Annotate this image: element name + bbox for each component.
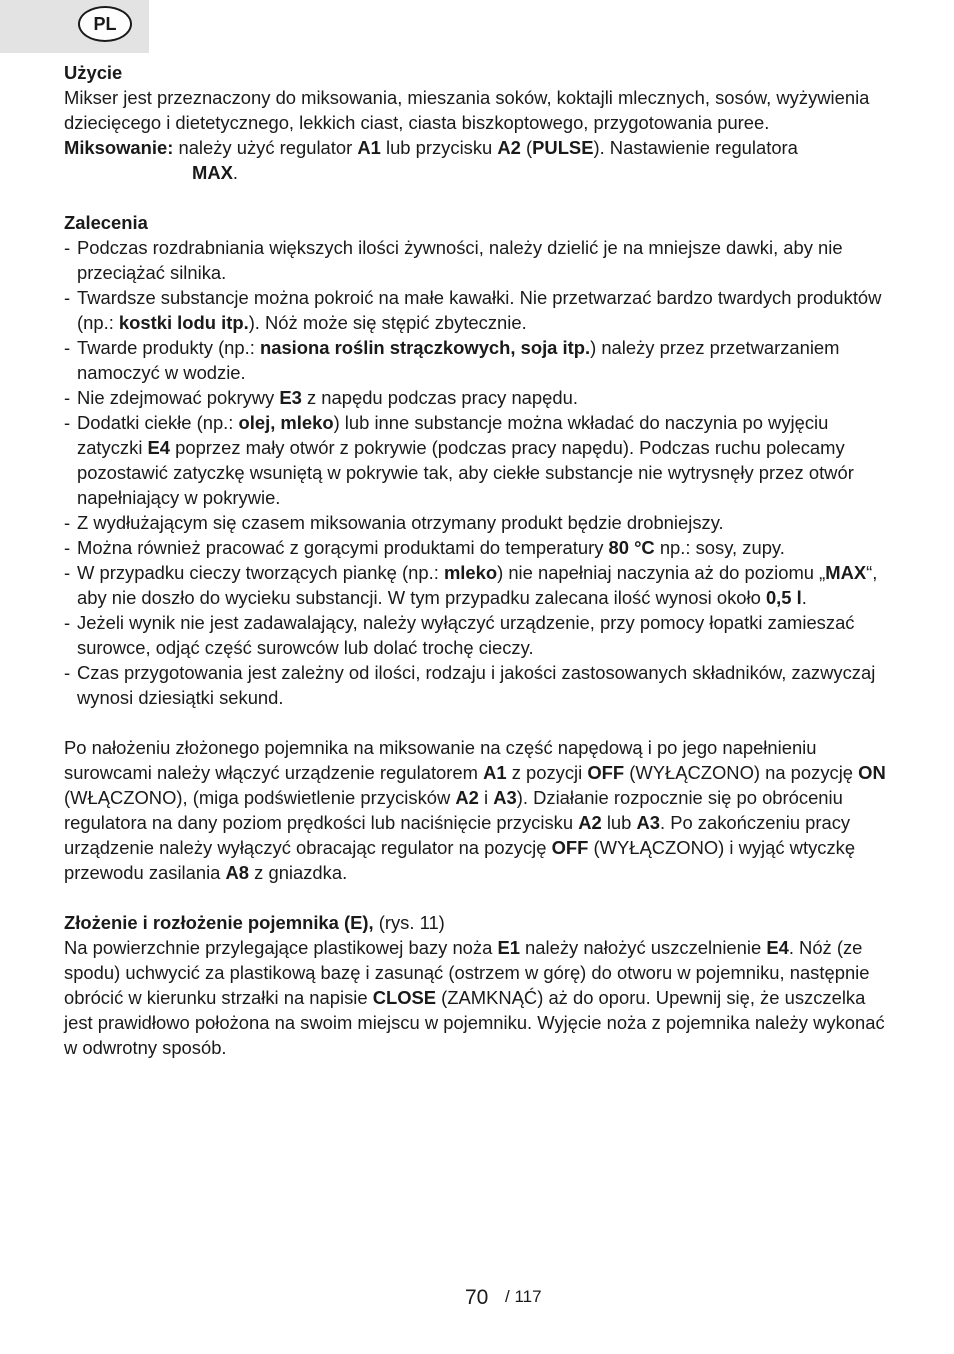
- page-total: / 117: [505, 1287, 542, 1306]
- document-body: [64, 60, 894, 1060]
- list-item: - Twardsze substancje można pokroić na małe kawałki. Nie przetwarzać bardzo twardych produktów (np.: kostki lodu itp.). Nóż może się stępić zbytecznie.: [64, 287, 882, 333]
- language-badge: PL: [78, 6, 132, 42]
- recommendations-list: [64, 235, 894, 710]
- list-item: - Podczas rozdrabniania większych ilości żywności, należy dzielić je na mniejsze dawki, aby nie przeciążać silnika.: [64, 237, 843, 283]
- operation-paragraph: Po nałożeniu złożonego pojemnika na miksowanie na część napędową i po jego napełnieniu surowcami należy włączyć urządzenie regulatorem A1 z pozycji OFF (WYŁĄCZONO) na pozycję ON (WŁĄCZONO), (miga podświetlenie przycisków A2 i A3). Działanie rozpocznie się po obróceniu regulatora na dany poziom prędkości lub naciśnięcie przycisku A2 lub A3. Po zakończeniu pracy urządzenie należy wyłączyć obracając regulator na pozycję OFF (WYŁĄCZONO) i wyjąć wtyczkę przewodu zasilania A8 z gniazdka.: [64, 737, 886, 883]
- usage-mixing: Miksowanie: należy użyć regulator A1 lub przycisku A2 (PULSE). Nastawienie regulatora: [64, 137, 798, 158]
- usage-intro: Mikser jest przeznaczony do miksowania, mieszania soków, koktajli mlecznych, sosów, wyżywienia dziecięcego i dietetycznego, lekkich ciast, ciasta biszkoptowego, przygotowania puree.: [64, 87, 870, 133]
- list-item: - Nie zdejmować pokrywy E3 z napędu podczas pracy napędu.: [64, 387, 578, 408]
- list-item: - Dodatki ciekłe (np.: olej, mleko) lub inne substancje można wkładać do naczynia po wyjęciu zatyczki E4 poprzez mały otwór z pokrywie (podczas pracy napędu). Podczas ruchu polecamy pozostawić zatyczkę wsuniętą w pokrywie tak, aby ciekłe substancje nie wytrysnęły przez otwór napełniający w pokrywie.: [64, 412, 854, 508]
- page-footer: [0, 1284, 954, 1314]
- recommendations-heading: Zalecenia: [64, 212, 148, 233]
- usage-mixing-max: MAX.: [192, 162, 238, 183]
- list-item: - Twarde produkty (np.: nasiona roślin strączkowych, soja itp.) należy przez przetwarzaniem namoczyć w wodzie.: [64, 337, 840, 383]
- list-item: - Jeżeli wynik nie jest zadawalający, należy wyłączyć urządzenie, przy pomocy łopatki zamieszać surowce, odjąć część surowców lub dolać trochę cieczy.: [64, 612, 855, 658]
- list-item: - Z wydłużającym się czasem miksowania otrzymany produkt będzie drobniejszy.: [64, 512, 724, 533]
- assembly-paragraph: Na powierzchnie przylegające plastikowej bazy noża E1 należy nałożyć uszczelnienie E4. Nóż (ze spodu) uchwycić za plastikową bazę i zasunąć (ostrzem w górę) do otworu w pojemniku, następnie obrócić w kierunku strzałki na napisie CLOSE (ZAMKNĄĆ) aż do oporu. Upewnij się, że uszczelka jest prawidłowo położona na swoim miejscu w pojemniku. Wyjęcie noża z pojemnika należy wykonać w odwrotny sposób.: [64, 937, 885, 1058]
- list-item: - Można również pracować z gorącymi produktami do temperatury 80 °C np.: sosy, zupy.: [64, 537, 785, 558]
- list-item: - Czas przygotowania jest zależny od ilości, rodzaju i jakości zastosowanych składników, zazwyczaj wynosi dziesiątki sekund.: [64, 662, 876, 708]
- language-tab: [0, 0, 149, 53]
- usage-heading: Użycie: [64, 62, 123, 83]
- page-number: 70: [465, 1286, 489, 1309]
- assembly-heading: Złożenie i rozłożenie pojemnika (E), (rys. 11): [64, 912, 445, 933]
- list-item: - W przypadku cieczy tworzących piankę (np.: mleko) nie napełniaj naczynia aż do poziomu „MAX“, aby nie doszło do wycieku substancji. W tym przypadku zalecana ilość wynosi około 0,5 l.: [64, 562, 878, 608]
